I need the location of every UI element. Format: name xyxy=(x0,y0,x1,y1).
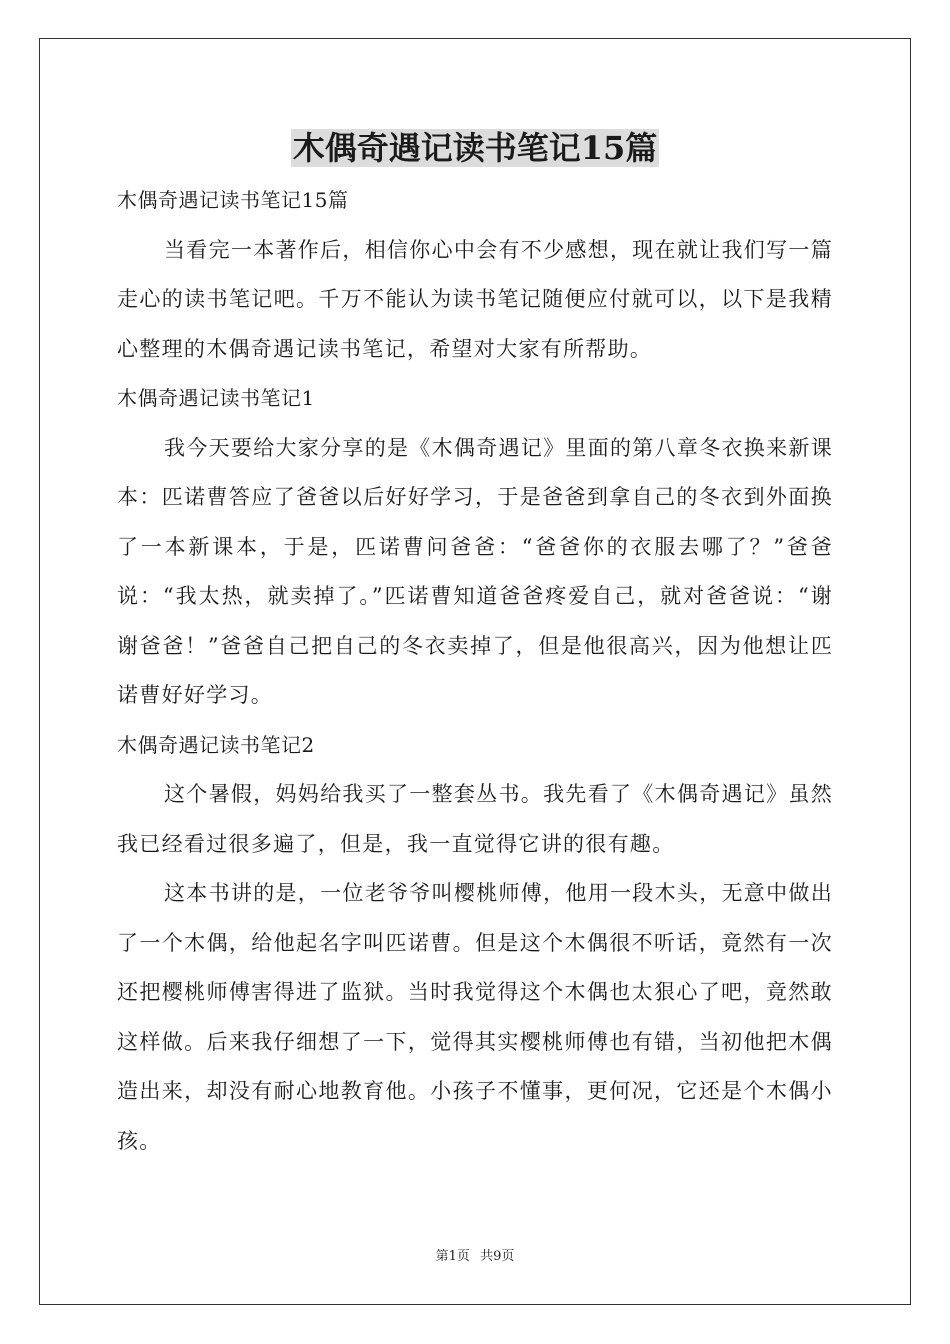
page-number: 第1页 xyxy=(435,1249,470,1264)
page-footer xyxy=(0,1249,950,1265)
section-heading-2: 木偶奇遇记读书笔记2 xyxy=(117,732,315,757)
document-body xyxy=(117,176,833,1166)
section-heading-1: 木偶奇遇记读书笔记1 xyxy=(117,386,315,410)
document-title-text: 木偶奇遇记读书笔记15篇 xyxy=(292,129,658,167)
document-title xyxy=(0,126,950,170)
page-total: 共9页 xyxy=(480,1249,515,1264)
section-2-paragraph-1: 这个暑假，妈妈给我买了一整套丛书。我先看了《木偶奇遇记》虽然我已经看过很多遍了，但是，我一直觉得它讲的很有趣。 xyxy=(117,782,833,856)
section-2-paragraph-2: 这本书讲的是，一位老爷爷叫樱桃师傅，他用一段木头，无意中做出了一个木偶，给他起名字叫匹诺曹。但是这个木偶很不听话，竟然有一次还把樱桃师傅害得进了监狱。当时我觉得这个木偶也太狠心了吧，竟然敢这样做。后来我仔细想了一下，觉得其实樱桃师傅也有错，当初他把木偶造出来，却没有耐心地教育他。小孩子不懂事，更何况，它还是个木偶小孩。 xyxy=(117,881,833,1153)
intro-paragraph: 当看完一本著作后，相信你心中会有不少感想，现在就让我们写一篇走心的读书笔记吧。千万不能认为读书笔记随便应付就可以，以下是我精心整理的木偶奇遇记读书笔记，希望对大家有所帮助。 xyxy=(117,237,833,361)
section-1-paragraph-1: 我今天要给大家分享的是《木偶奇遇记》里面的第八章冬衣换来新课本：匹诺曹答应了爸爸以后好好学习，于是爸爸到拿自己的冬衣到外面换了一本新课本，于是，匹诺曹问爸爸：“爸爸你的衣服去哪了？”爸爸说：“我太热，就卖掉了。”匹诺曹知道爸爸疼爱自己，就对爸爸说：“谢谢爸爸！”爸爸自己把自己的冬衣卖掉了，但是他很高兴，因为他想让匹诺曹好好学习。 xyxy=(117,435,833,707)
document-subtitle: 木偶奇遇记读书笔记15篇 xyxy=(117,188,349,212)
